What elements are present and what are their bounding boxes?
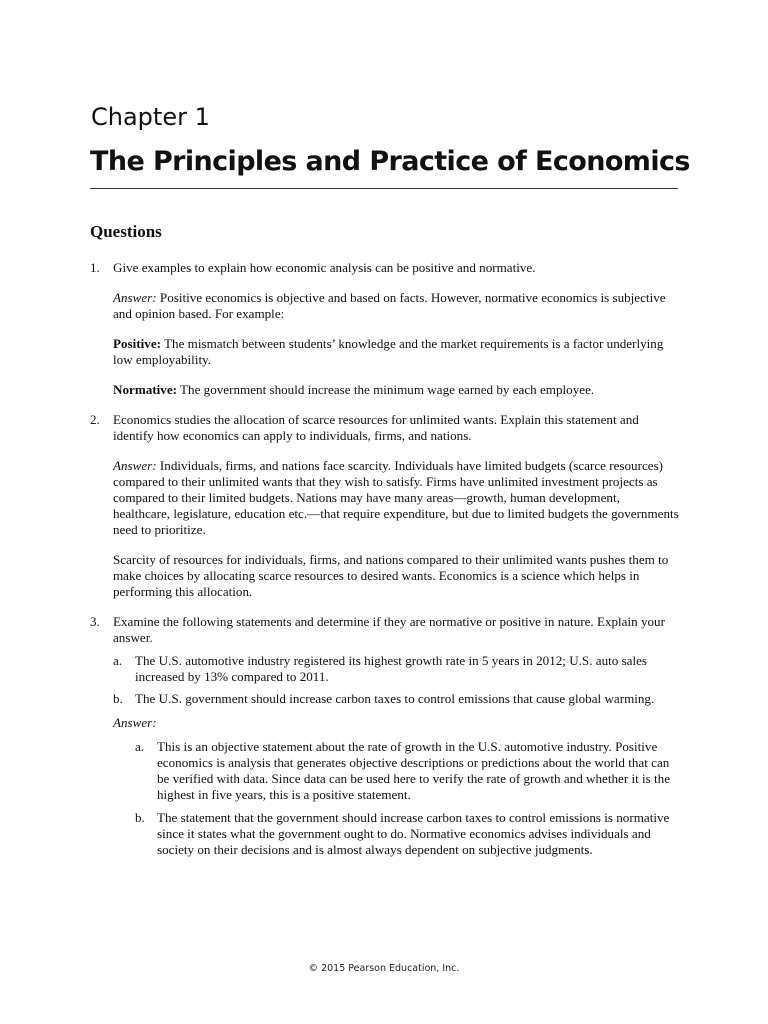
answer-label: Answer: <box>113 458 157 473</box>
positive-text: The mismatch between students’ knowledge and the market requirements is a factor underlying low employability. <box>113 336 664 367</box>
statement-item <box>113 691 680 707</box>
question-text: Economics studies the allocation of scarce resources for unlimited wants. Explain this statement and identify how economics can apply to individuals, firms, and nations. <box>113 412 639 443</box>
answer-paragraph <box>113 290 680 322</box>
answer-text: Individuals, firms, and nations face scarcity. Individuals have limited budgets (scarce resources) compared to their unlimited wants that they wish to satisfy. Firms have unlimited investment projects as compared to their limited budgets. Nations may have many areas—growth, human development, healthcare, legislature, education etc.—that require expenditure, but due to limited budgets the governments need to prioritize. <box>113 458 679 537</box>
statement-list <box>113 653 680 707</box>
answer-label: Answer: <box>113 715 157 730</box>
chapter-title: The Principles and Practice of Economics <box>90 146 690 177</box>
question-number: 3. <box>90 614 100 629</box>
title-divider <box>90 188 678 189</box>
positive-label: Positive: <box>113 336 161 351</box>
answer-paragraph <box>113 458 680 538</box>
statement-item <box>113 653 680 685</box>
positive-example <box>113 336 680 368</box>
normative-text: The government should increase the minimum wage earned by each employee. <box>177 382 595 397</box>
item-text: The U.S. government should increase carbon taxes to control emissions that cause global warming. <box>135 691 655 706</box>
answer-label: Answer: <box>113 290 157 305</box>
copyright-footer: © 2015 Pearson Education, Inc. <box>308 963 460 974</box>
question-1 <box>90 260 680 398</box>
question-text: Give examples to explain how economic analysis can be positive and normative. <box>113 260 536 275</box>
question-3 <box>90 614 680 858</box>
item-letter: a. <box>135 739 145 754</box>
item-text: The statement that the government should increase carbon taxes to control emissions is normative since it states what the government ought to do. Normative economics advises individuals and society on their decisions and is almost always dependent on subjective judgments. <box>157 810 670 857</box>
answer-text: Positive economics is objective and based on facts. However, normative economics is subjective and opinion based. For example: <box>113 290 666 321</box>
question-number: 1. <box>90 260 100 275</box>
questions-section <box>90 222 680 872</box>
answer-paragraph-2: Scarcity of resources for individuals, firms, and nations compared to their unlimited wants pushes them to make choices by allocating scarce resources to desired wants. Economics is a science which helps in performing this allocation. <box>113 552 669 599</box>
answer-item <box>135 810 680 858</box>
item-text: This is an objective statement about the rate of growth in the U.S. automotive industry. Positive economics is analysis that generates objective descriptions or predictions about the world that can be verified with data. Since data can be used here to verify the rate of growth and whether it is the highest in five years, this is a positive statement. <box>157 739 671 802</box>
question-text: Examine the following statements and determine if they are normative or positive in nature. Explain your answer. <box>113 614 665 645</box>
chapter-label: Chapter 1 <box>91 103 210 131</box>
normative-label: Normative: <box>113 382 177 397</box>
item-letter: b. <box>135 810 145 825</box>
question-2 <box>90 412 680 600</box>
question-number: 2. <box>90 412 100 427</box>
item-letter: a. <box>113 653 123 668</box>
item-letter: b. <box>113 691 123 706</box>
normative-example <box>113 382 680 398</box>
answer-item <box>135 739 680 803</box>
section-heading: Questions <box>90 222 162 241</box>
answer-list <box>113 739 680 858</box>
item-text: The U.S. automotive industry registered its highest growth rate in 5 years in 2012; U.S. auto sales increased by 13% compared to 2011. <box>135 653 648 684</box>
answer-paragraph <box>113 715 680 731</box>
